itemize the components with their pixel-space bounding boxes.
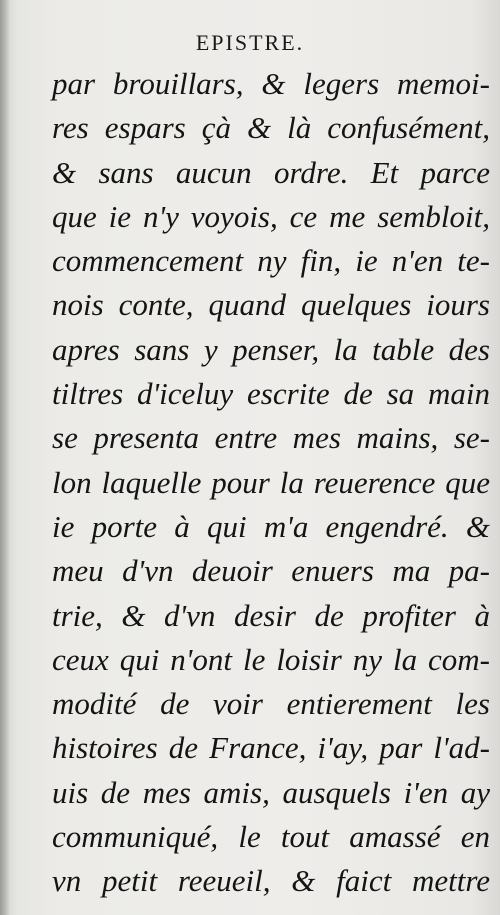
text-line: apres sans y penser, la table des <box>52 331 490 367</box>
text-line: se presenta entre mes mains, se- <box>52 420 490 456</box>
body-text <box>52 62 490 904</box>
text-line: commencement ny fin, ie n'en te- <box>52 243 490 279</box>
text-line: tiltres d'iceluy escrite de sa main <box>52 376 490 412</box>
text-line: res espars çà & là confusément, <box>52 110 490 146</box>
text-line: ceux qui n'ont le loisir ny la com- <box>52 641 490 677</box>
text-line: lon laquelle pour la reuerence que <box>52 464 490 500</box>
text-line: uis de mes amis, ausquels i'en ay <box>52 774 490 810</box>
text-line: que ie n'y voyois, ce me sembloit, <box>52 198 490 234</box>
text-line: nois conte, quand quelques iours <box>52 287 490 323</box>
text-line: ie porte à qui m'a engendré. & <box>52 508 490 544</box>
text-line: modité de voir entierement les <box>52 686 490 722</box>
text-line: vn petit reeueil, & faict mettre <box>52 863 490 899</box>
text-line: par brouillars, & legers memoi- <box>52 66 490 101</box>
text-line: communiqué, le tout amassé en <box>52 819 490 855</box>
text-line: trie, & d'vn desir de profiter à <box>52 597 490 633</box>
gutter-shadow <box>0 0 10 915</box>
text-line: & sans aucun ordre. Et parce <box>52 154 490 190</box>
text-line: histoires de France, i'ay, par l'ad- <box>52 730 490 766</box>
text-line: meu d'vn deuoir enuers ma pa- <box>52 553 490 589</box>
running-title: EPISTRE. <box>195 30 305 55</box>
